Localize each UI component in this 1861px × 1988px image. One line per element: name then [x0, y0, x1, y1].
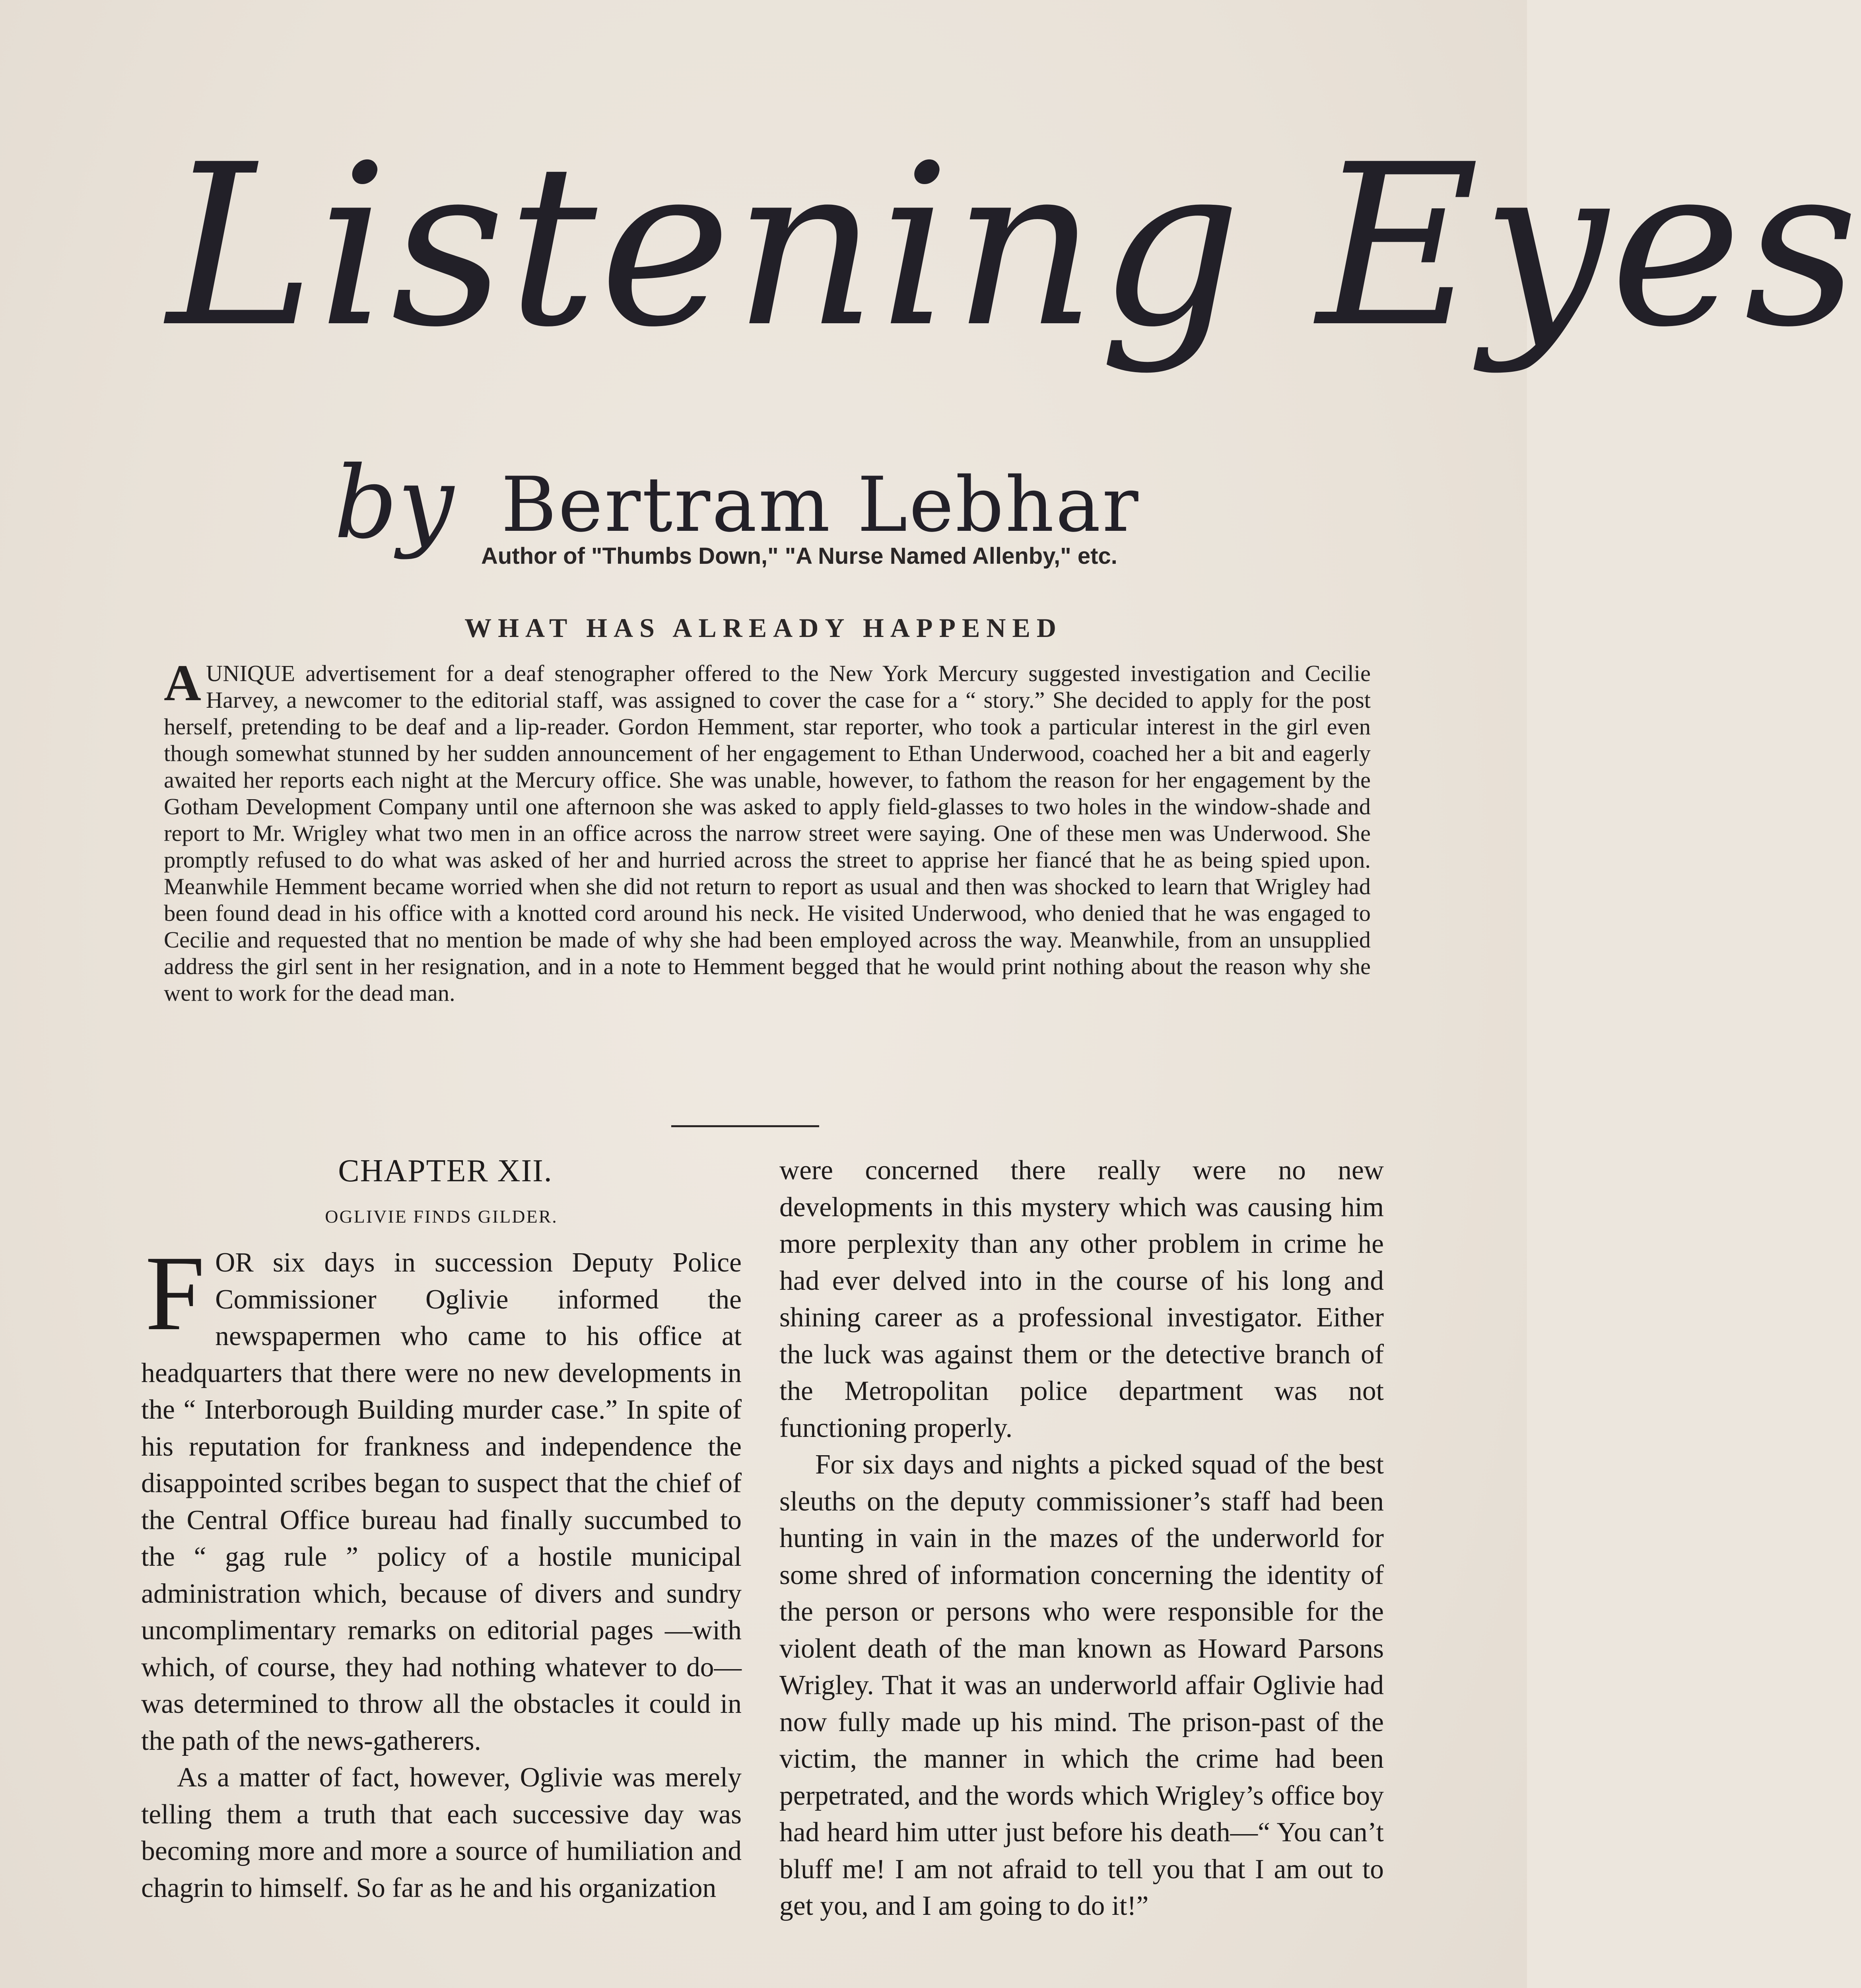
chapter-drop-cap: F [145, 1234, 205, 1353]
author-credits: Author of "Thumbs Down," "A Nurse Named Allenby," etc. [481, 543, 1117, 569]
synopsis-text-block [164, 654, 1371, 1006]
right-column [779, 1152, 1384, 1925]
chapter-title: CHAPTER XII. [338, 1153, 553, 1188]
paragraph: For six days and nights a picked squad of the best sleuths on the deputy commissioner’s staff had been hunting in vain in the mazes of the underworld for some shred of information concerning the identity of the person or persons who were responsible for the violent death of the man known as Howard Parsons Wrigley. That it was an underworld affair Oglivie had now fully made up his mind. The prison-past of the victim, the manner in which the crime had been perpetrated, and the words which Wrigley’s office boy had heard him utter just before his death—“ You can’t bluff me! I am not afraid to tell you that I am out to get you, and I am going to do it!” [779, 1449, 1384, 1921]
paragraph: were concerned there really were no new developments in this mystery which was causing him more perplexity than any other problem in crime he had ever delved into in the course of his long and shining career as a professional investigator. Either the luck was against them or the detective branch of the Metropolitan police department was not functioning properly. [779, 1155, 1384, 1443]
chapter-subtitle: OGLIVIE FINDS GILDER. [325, 1206, 558, 1227]
synopsis-text: UNIQUE advertisement for a deaf stenographer offered to the New York Mercury suggested investigation and Cecilie Harvey, a newcomer to the editorial staff, was assigned to cover the case for a “ story.” She decided to apply for the post herself, pretending to be deaf and a lip-reader. Gordon Hemment, star reporter, who took a particular interest in the girl even though somewhat stunned by her sudden announcement of her engagement to Ethan Underwood, coached her a bit and eagerly awaited her reports each night at the Mercury office. She was unable, however, to fathom the reason for her engagement by the Gotham Development Company until one afternoon she was asked to apply field-glasses to two holes in the window-shade and report to Mr. Wrigley what two men in an office across the narrow street were saying. One of these men was Underwood. She promptly refused to do what was asked of her and hurried across the street to apprise her fiancé that he as being spied upon. Meanwhile Hemment became worried when she did not return to report as usual and then was shocked to learn that Wrigley had been found dead in his office with a knotted cord around his neck. He visited Underwood, who denied that he was engaged to Cecilie and requested that no mention be made of why she had been employed across the way. Meanwhile, from an unsupplied address the girl sent in her resignation, and in a note to Hemment begged that he would print nothing about the reason why she went to work for the dead man. [164, 660, 1371, 1006]
story-title: Listening Eyes [167, 117, 1861, 376]
left-column [141, 1145, 742, 1906]
section-divider [671, 1125, 819, 1127]
synopsis-drop-cap: A [164, 654, 201, 712]
synopsis-heading: WHAT HAS ALREADY HAPPENED [464, 613, 1063, 643]
paragraph: As a matter of fact, however, Oglivie was merely telling them a truth that each successive day was becoming more and more a source of humiliation and chagrin to himself. So far as he and his organization [141, 1762, 742, 1903]
by-word: by [334, 445, 454, 561]
paragraph-text: OR six days in succession Deputy Police Commissioner Oglivie informed the newspapermen who came to his office at headquarters that there were no new developments in the “ Interborough Building murder case.” In spite of his reputation for frankness and independence the disappointed scribes began to suspect that the chief of the Central Office bureau had finally succumbed to the “ gag rule ” policy of a hostile municipal administration which, because of divers and sundry uncomplimentary remarks on editorial pages —with which, of course, they had nothing whatever to do—was determined to throw all the obstacles it could in the path of the news-gatherers. [141, 1247, 742, 1756]
author-name: Bertram Lebhar [501, 461, 1140, 549]
paragraph [141, 1234, 742, 1759]
